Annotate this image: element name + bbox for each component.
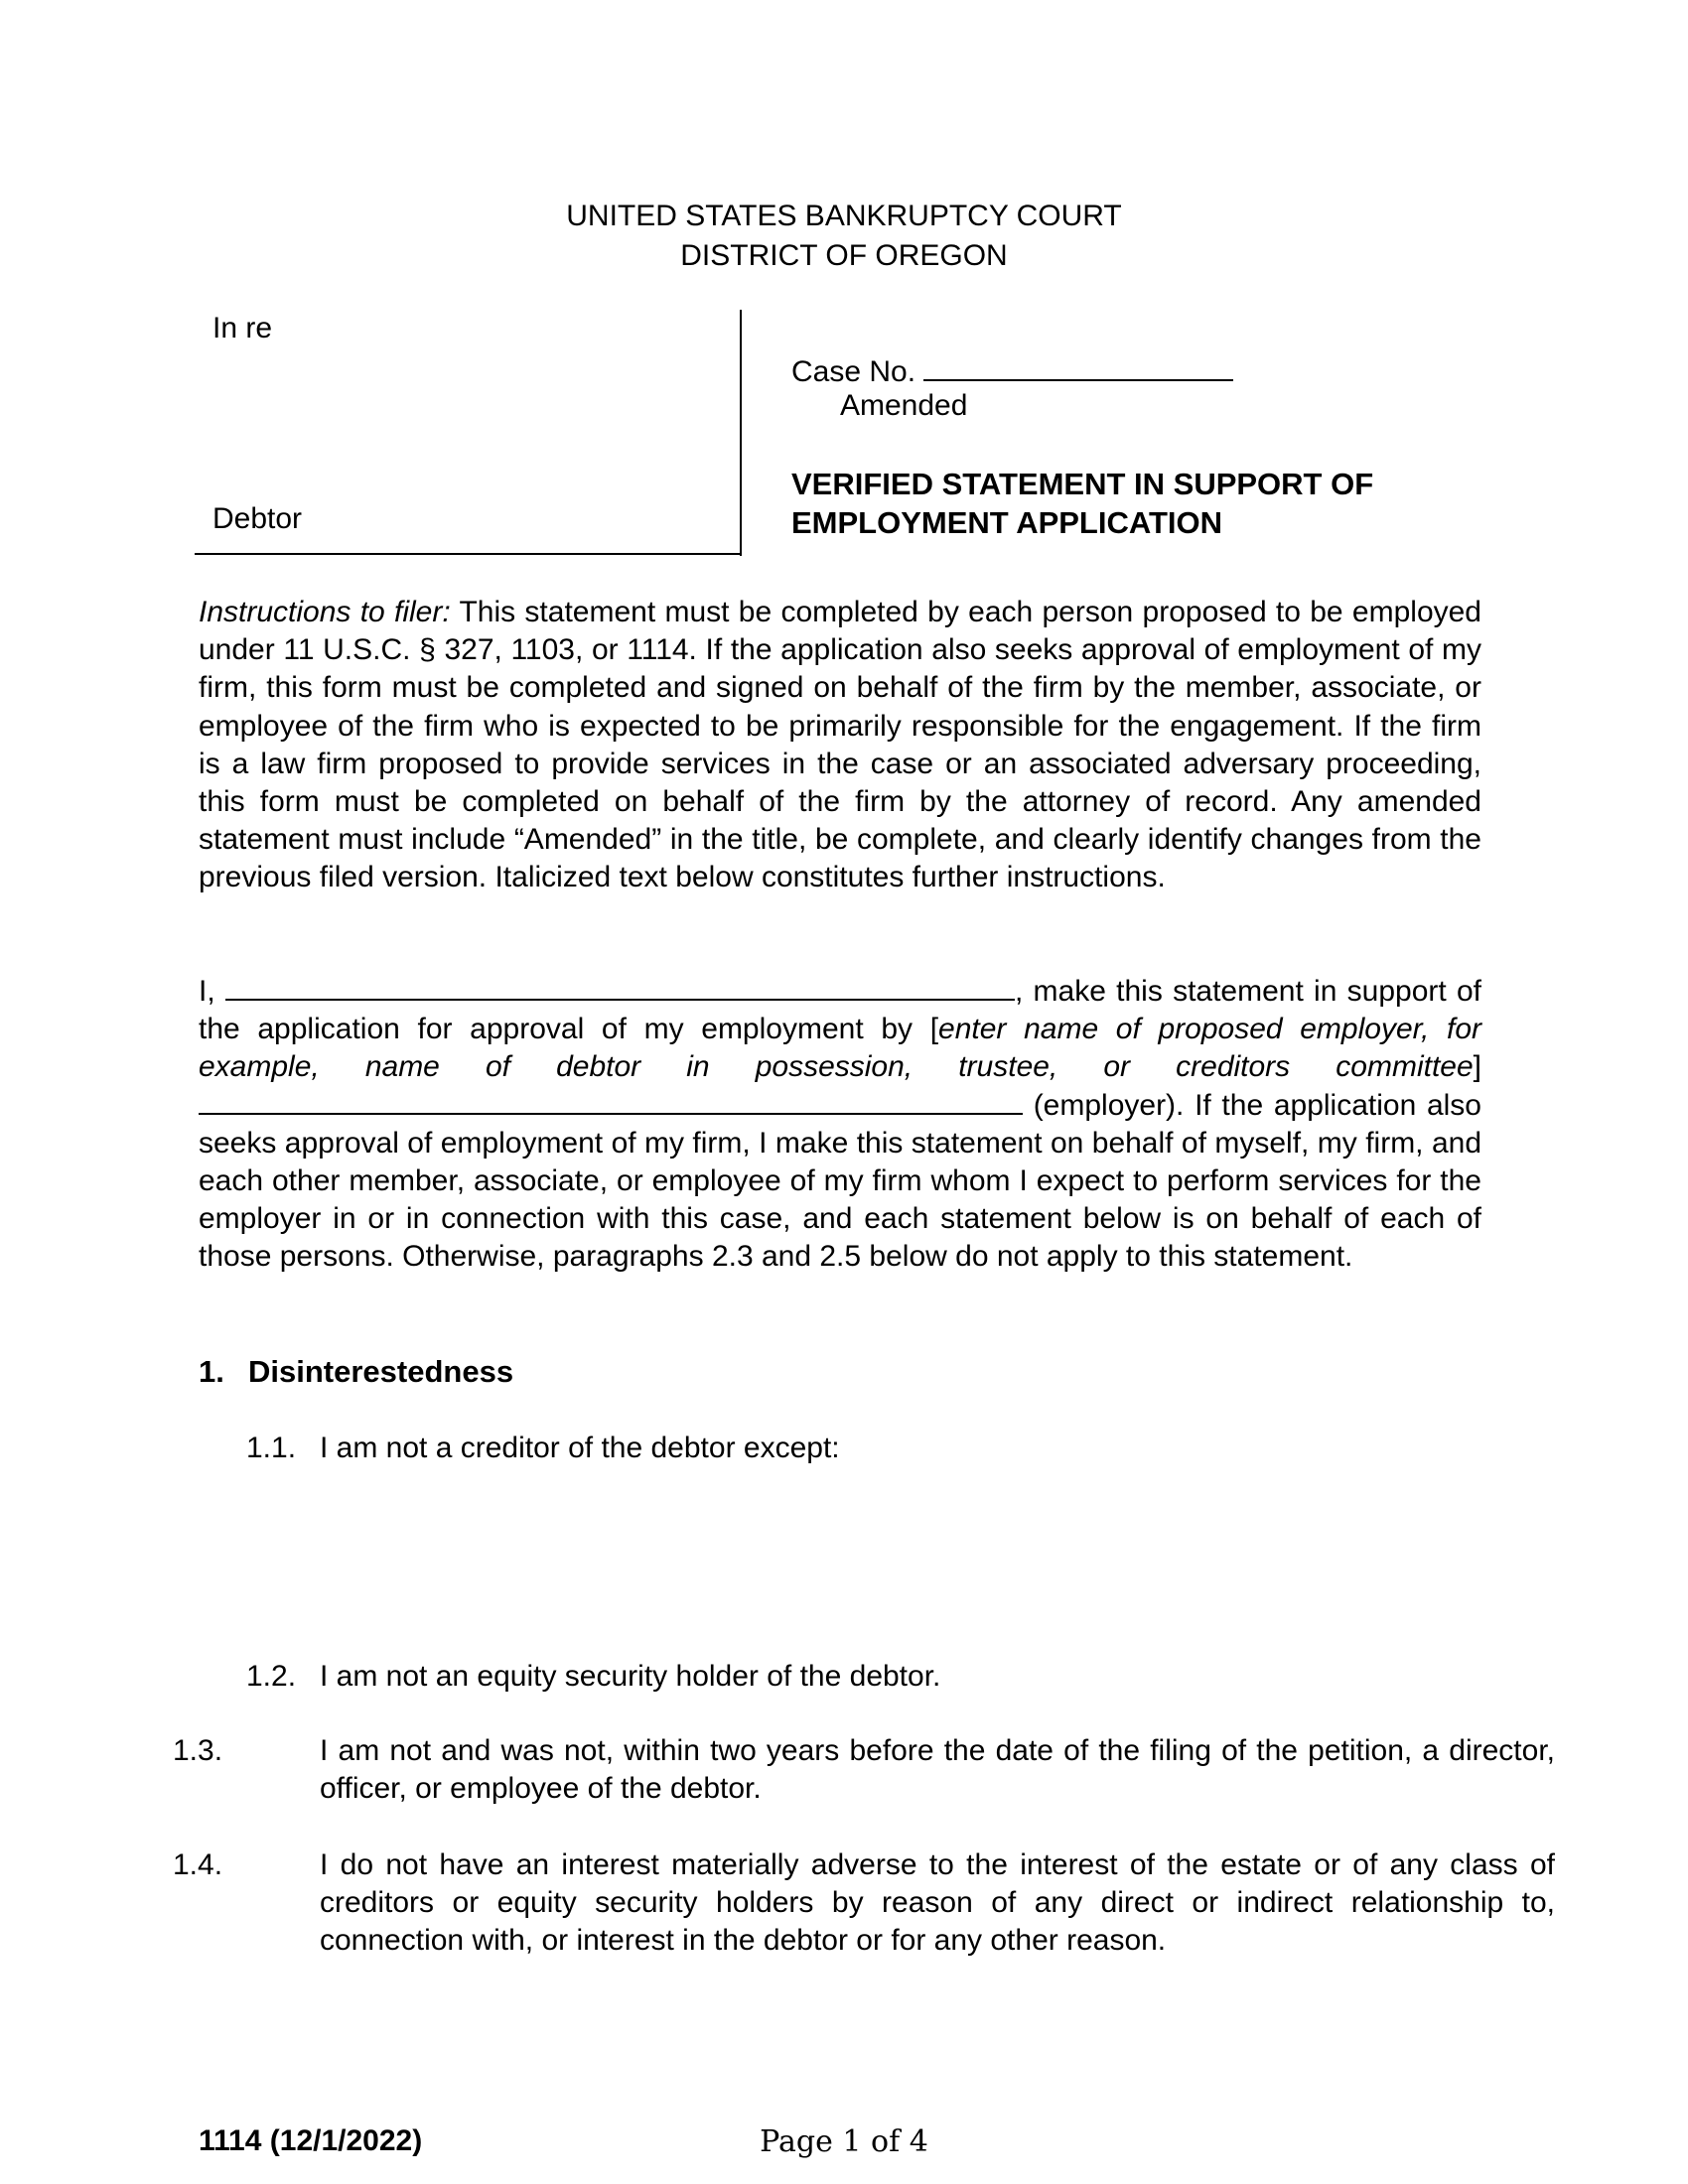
employer-name-input[interactable] [199,1087,1023,1115]
case-number-field [791,351,1233,389]
caption-divider-vertical [740,310,742,556]
section-title: Disinterestedness [248,1354,514,1389]
item-text: I am not an equity security holder of the debtor. [320,1660,941,1693]
statement-paragraph [199,973,1481,1277]
instructions-paragraph [199,594,1481,897]
statement-part-3: (employer). If the application also seeks approval of employment of my firm, I make this statement on behalf of myself, my firm, and each other member, associate, or employee of my firm whom I expect to perform services for the employer in or in connection with this case, and each statement below is on behalf of each of those persons. Otherwise, paragraphs 2.3 and 2.5 below do not apply to this statement. [199,1088,1481,1274]
disinterestedness-item [246,1658,1481,1696]
disinterestedness-item [173,1846,1555,1960]
item-text: I am not and was not, within two years before the date of the filing of the petition, a director, officer, or employee of the debtor. [320,1734,1555,1805]
caption-divider-horizontal [195,553,742,555]
amended-label: Amended [840,389,968,422]
section-1-heading [199,1354,513,1390]
disinterestedness-item [246,1430,1481,1467]
debtor-label: Debtor [212,502,303,535]
title-line-2: EMPLOYMENT APPLICATION [791,505,1222,540]
title-line-1: VERIFIED STATEMENT IN SUPPORT OF [791,467,1374,501]
item-number: 1.1. [246,1432,297,1464]
form-identifier: 1114 (12/1/2022) [199,2124,423,2157]
in-re-label: In re [212,312,273,344]
case-number-label: Case No. [791,355,916,388]
case-number-input[interactable] [923,351,1233,381]
item-number: 1.4. [173,1848,223,1881]
page-number: Page 1 of 4 [760,2124,928,2159]
item-text: I am not a creditor of the debtor except: [320,1432,840,1464]
statement-part-1: , make this statement in support of the application for approval of my employment by [ [199,975,1481,1046]
instructions-label: Instructions to filer: [199,596,451,628]
disinterestedness-item [173,1732,1555,1808]
item-text: I do not have an interest materially adverse to the interest of the estate or of any class of creditors or equity security holders by reason of any direct or indirect relationship to, connection with, or interest in the debtor or for any other reason. [320,1848,1555,1957]
item-number: 1.2. [246,1660,297,1693]
employer-instruction: enter name of proposed employer, for example, name of debtor in possession, trustee, or creditors committee [199,1013,1481,1084]
statement-prefix: I, [199,975,215,1008]
court-name: UNITED STATES BANKRUPTCY COURT [566,200,1122,232]
section-number: 1. [199,1354,224,1389]
declarant-name-input[interactable] [225,973,1015,1001]
court-district: DISTRICT OF OREGON [680,239,1008,272]
instructions-text: This statement must be completed by each person proposed to be employed under 11 U.S.C. § 327, 1103, or 1114. If the application also seeks approval of employment of my firm, this form must be completed and signed on behalf of the firm by the member, associate, or employee of the firm who is expected to be primarily responsible for the engagement. If the firm is a law firm proposed to provide services in the case or an associated adversary proceeding, this form must be completed on behalf of the firm by the attorney of record. Any amended statement must include “Amended” in the title, be complete, and clearly identify changes from the previous filed version. Italicized text below constitutes further instructions. [199,596,1481,894]
statement-part-2: ] [1473,1050,1481,1084]
document-title [791,465,1373,542]
item-number: 1.3. [173,1734,223,1767]
